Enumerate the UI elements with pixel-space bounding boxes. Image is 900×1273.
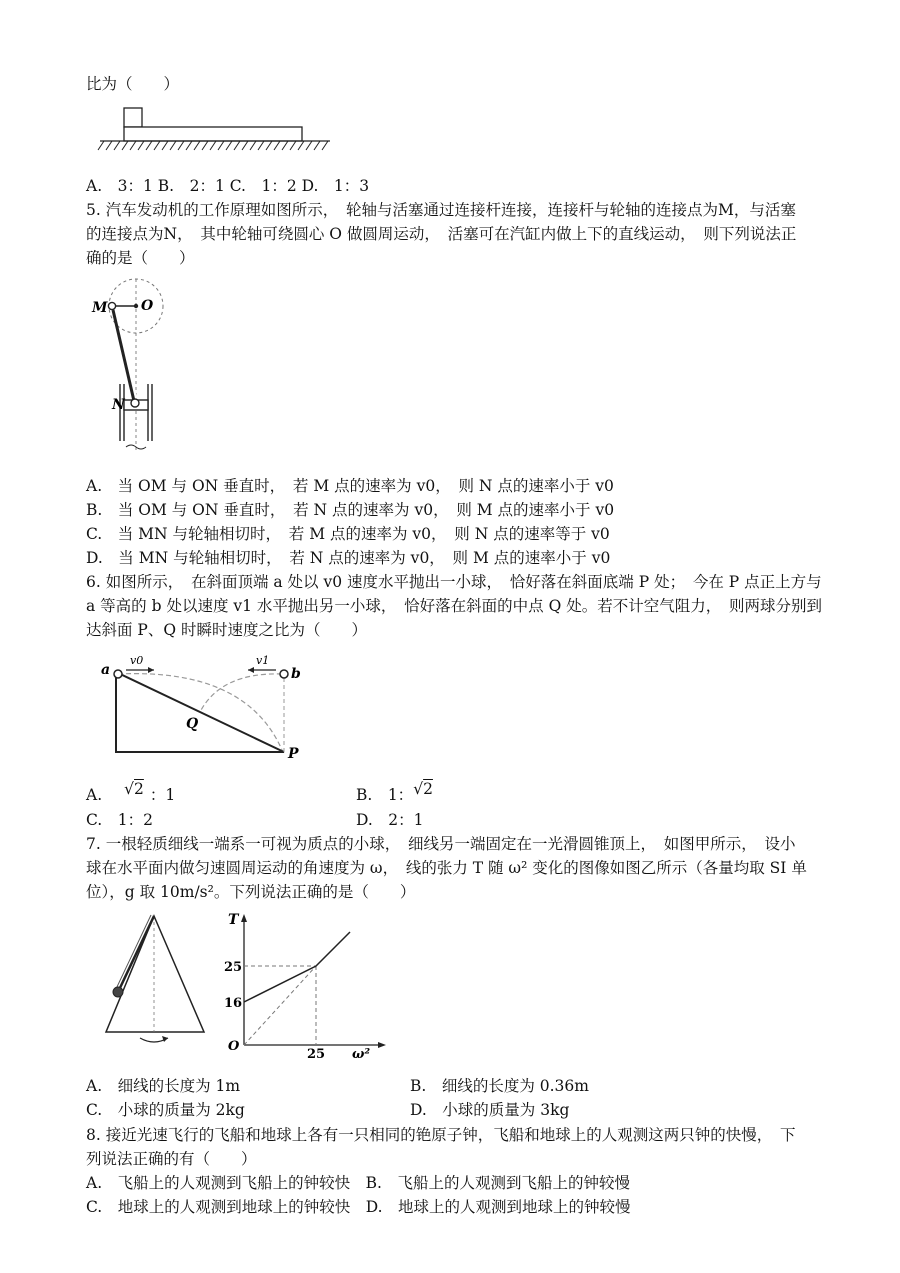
q6-trajectory-b [200,674,282,712]
q5-engine-figure [86,276,186,461]
q6-option-d: D. 2：1 [356,811,424,829]
q8-options-ab: A. 飞船上的人观测到飞船上的钟较快 B. 飞船上的人观测到飞船上的钟较慢 [86,1174,630,1192]
q5-option-d: D. 当 MN 与轮轴相切时， 若 N 点的速率为 v0， 则 M 点的速率小于 v0 [86,549,611,567]
q6-stem-line-1: 6. 如图所示， 在斜面顶端 a 处以 v0 速度水平抛出一小球， 恰好落在斜面底端 P 处； 今在 P 点正上方与 [86,573,822,591]
q7-cone [106,916,204,1032]
q6-label-v0: v0 [130,654,144,667]
q5-label-o: O [141,298,154,314]
q6-label-a: a [101,662,111,678]
q6-ball-a [114,670,122,678]
q5-option-b: B. 当 OM 与 ON 垂直时， 若 N 点的速率为 v0， 则 M 点的速率小于 v0 [86,501,615,519]
q7-cone-figure [96,910,216,1060]
q6-option-a-suffix: ：1 [149,786,176,804]
q5-option-c: C. 当 MN 与轮轴相切时， 若 M 点的速率为 v0， 则 N 点的速率等于 v0 [86,525,610,543]
q6-incline-figure [96,648,308,766]
q6-incline [116,672,284,752]
q6-label-p: P [288,746,299,762]
q5-stem-line-1: 5. 汽车发动机的工作原理如图所示， 轮轴与活塞通过连接杆连接，连接杆与轮轴的连接点为M，与活塞 [86,201,796,219]
q7-stem-line-1: 7. 一根轻质细线一端系一可视为质点的小球， 细线另一端固定在一光滑圆锥顶上， 如图甲所示， 设小 [86,835,796,853]
q7-tick-y16: 16 [224,996,243,1011]
q6-label-b: b [291,666,301,682]
q6-option-b-prefix: B. 1： [356,786,414,804]
q7-option-b: B. 细线的长度为 0.36m [410,1077,589,1095]
q6-option-b: B. 1：√2 [356,780,433,804]
q7-axis-t: T [228,912,239,928]
q8-stem-line-1: 8. 接近光速飞行的飞船和地球上各有一只相同的铯原子钟，飞船和地球上的人观测这两只钟的快慢， 下 [86,1126,796,1144]
q5-label-m: M [92,300,108,316]
q4-ground-hatch [98,141,328,150]
q7-stem-line-2: 球在水平面内做匀速圆周运动的角速度为 ω， 线的张力 T 随 ω² 变化的图像如图乙所示（各量均取 SI 单 [86,859,807,877]
q6-ball-b [280,670,288,678]
q7-axis-origin: O [228,1039,240,1054]
q6-label-v1: v1 [256,654,270,667]
q5-option-a: A. 当 OM 与 ON 垂直时， 若 M 点的速率为 v0， 则 N 点的速率小于 v0 [86,477,614,495]
q7-option-c: C. 小球的质量为 2kg [86,1101,245,1119]
q4-stem-tail: 比为（ ） [86,75,180,93]
q7-tick-y25: 25 [224,960,243,975]
q6-option-a-radicand: 2 [134,780,144,798]
q4-figure [96,104,336,160]
q7-option-d: D. 小球的质量为 3kg [410,1101,570,1119]
q5-stem-line-2: 的连接点为N， 其中轮轴可绕圆心 O 做圆周运动， 活塞可在汽缸内做上下的直线运动， 则下列说法正 [86,225,797,243]
q8-stem-line-2: 列说法正确的有（ ） [86,1150,257,1168]
q4-long-plank [124,127,302,141]
q4-options: A. 3：1 B. 2：1 C. 1：2 D. 1：3 [86,177,370,195]
q7-graph [222,910,392,1060]
q7-tick-x25: 25 [307,1047,326,1060]
q5-label-n: N [112,397,125,413]
q6-stem-line-2: a 等高的 b 处以速度 v1 水平抛出另一小球， 恰好落在斜面的中点 Q 处。若不计空气阻力， 则两球分别到 [86,597,822,615]
q6-option-b-radicand: 2 [423,780,433,798]
q5-stem-line-3: 确的是（ ） [86,249,195,267]
q6-label-q: Q [186,716,199,732]
q6-option-a: A. √2 ：1 [86,780,176,804]
q7-string [119,916,154,990]
q7-option-a: A. 细线的长度为 1m [86,1077,241,1095]
q6-stem-line-3: 达斜面 P、Q 时瞬时速度之比为（ ） [86,621,367,639]
q6-option-c: C. 1：2 [86,811,153,829]
q7-axis-omega: ω² [352,1047,371,1060]
q4-small-block [124,108,142,127]
q7-ball [113,987,123,997]
q7-tension-line [244,932,350,1002]
q6-option-a-prefix: A. [86,786,103,804]
q7-stem-line-3: 位），g 取 10m/s²。下列说法正确的是（ ） [86,883,416,901]
q8-options-cd: C. 地球上的人观测到地球上的钟较快 D. 地球上的人观测到地球上的钟较慢 [86,1198,631,1216]
